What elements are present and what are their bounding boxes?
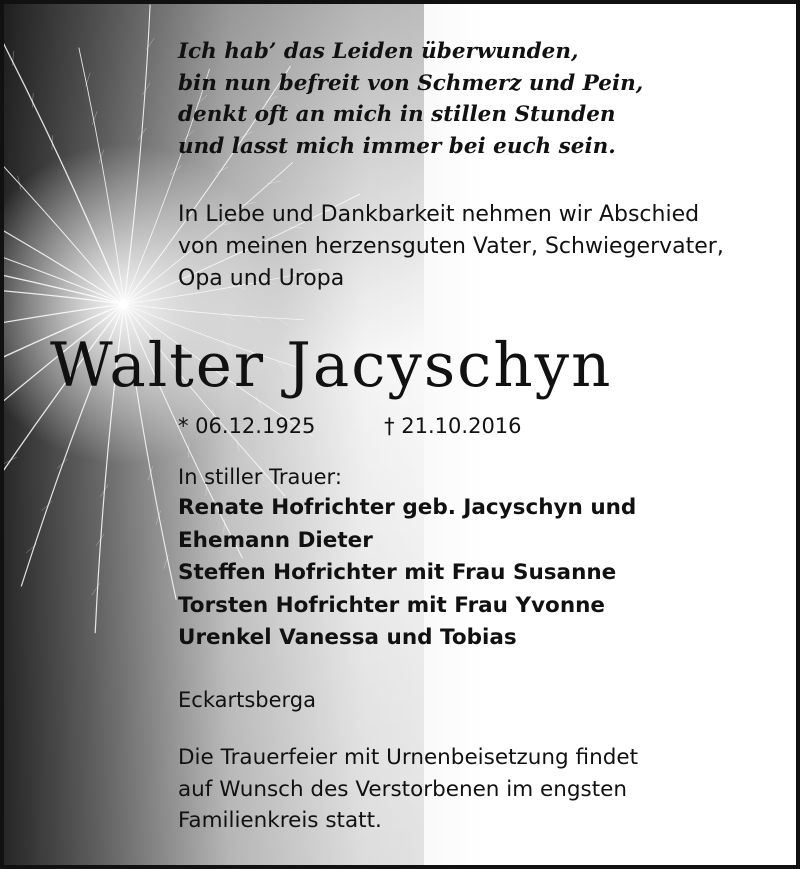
death-date: † 21.10.2016 (384, 414, 522, 438)
poem-line: und lasst mich immer bei euch sein. (178, 133, 616, 159)
poem-line: denkt oft an mich in stillen Stunden (178, 102, 616, 127)
mourner-line: Steffen Hofrichter mit Frau Susanne (178, 560, 617, 585)
farewell-intro (178, 199, 724, 295)
intro-line: Opa und Uropa (178, 266, 345, 291)
notice-line: auf Wunsch des Verstorbenen im engsten (178, 776, 628, 802)
intro-line: von meinen herzensguten Vater, Schwiegervater, (178, 234, 724, 259)
mourner-line: Renate Hofrichter geb. Jacyschyn und (178, 495, 637, 520)
mourner-line: Ehemann Dieter (178, 527, 373, 553)
life-dates (178, 412, 522, 440)
poem-verse (178, 36, 643, 162)
mourner-line: Torsten Hofrichter mit Frau Yvonne (178, 592, 606, 618)
funeral-notice (178, 742, 638, 837)
notice-line: Die Trauerfeier mit Urnenbeisetzung findet (178, 745, 639, 770)
poem-line: Ich hab’ das Leiden überwunden, (178, 39, 579, 64)
mourner-line: Urenkel Vanessa und Tobias (178, 625, 517, 650)
mourners-list (178, 492, 636, 655)
intro-line: In Liebe und Dankbarkeit nehmen wir Abschied (178, 202, 700, 227)
notice-line: Familienkreis statt. (178, 808, 382, 833)
place-name: Eckartsberga (178, 688, 316, 712)
birth-date: * 06.12.1925 (178, 414, 316, 438)
deceased-name: Walter Jacyschyn (50, 330, 613, 401)
mourning-label: In stiller Trauer: (178, 465, 342, 489)
poem-line: bin nun befreit von Schmerz und Pein, (178, 70, 644, 96)
